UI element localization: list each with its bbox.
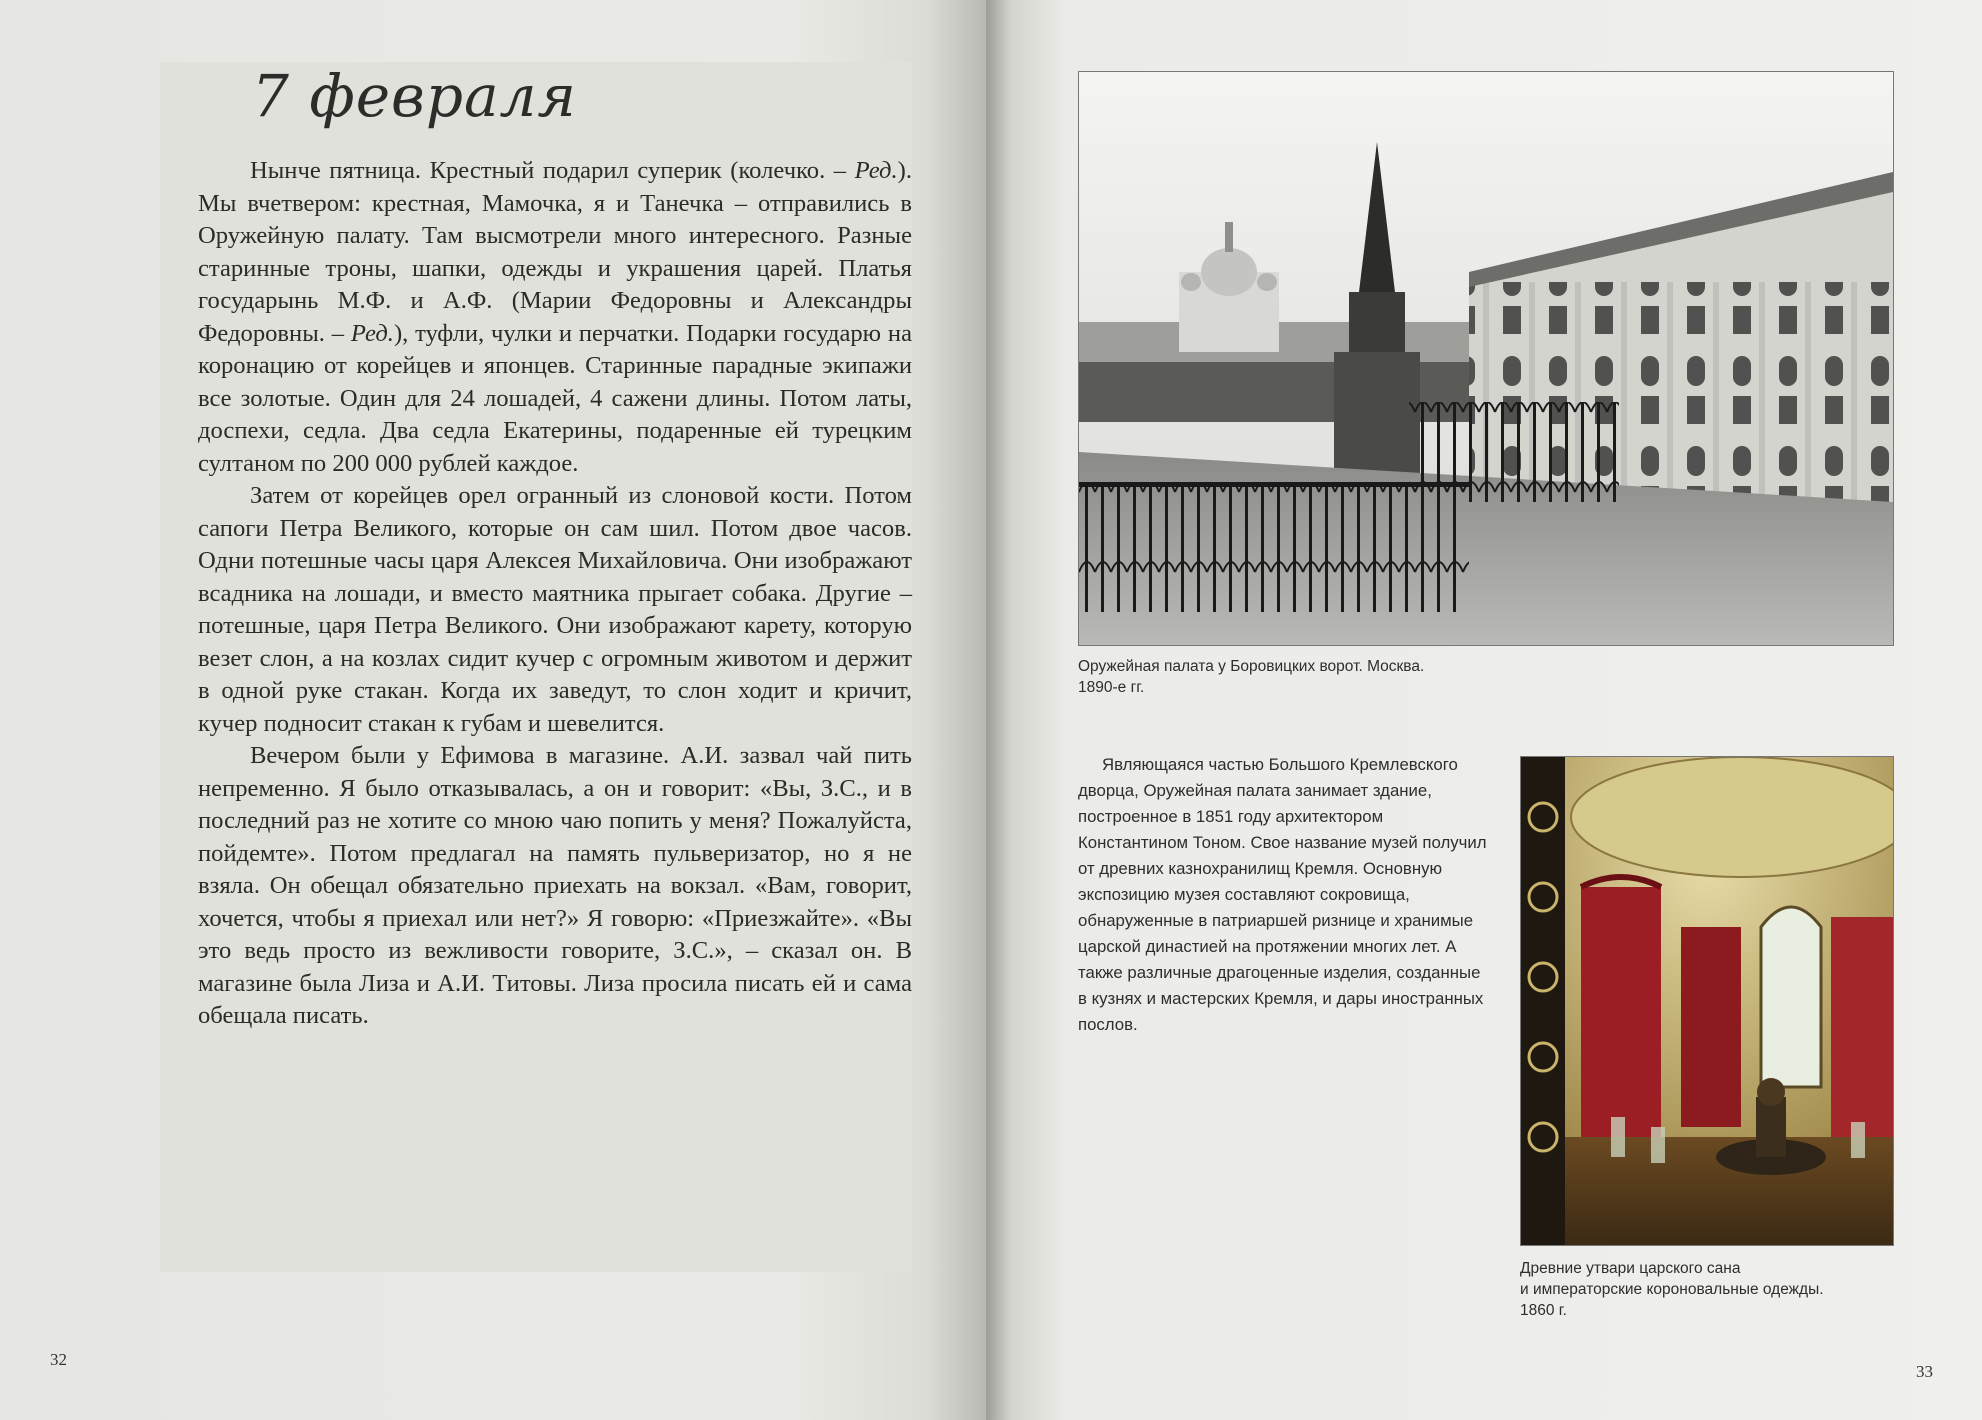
armoury-chamber-illustration [1079,72,1893,645]
diary-paragraph-1 [198,155,912,480]
page-number-right: 33 [1916,1362,1933,1381]
photo2-caption-date: 1860 г. [1520,1302,1567,1319]
regalia-interior-painting [1520,756,1894,1246]
page-number-left: 32 [50,1350,67,1369]
photo2-caption-line: Древние утвари царского сана [1520,1260,1741,1277]
photo1-caption-line: Оружейная палата у Боровицких ворот. Москва. [1078,658,1425,675]
paragraph-1-part-c: ), туфли, чулки и перчатки. Подарки государю на коронацию от корейцев и японцев. Старинные парадные экипажи все золотые. Один для 24 лошадей, 4 сажени длины. Потом латы, доспехи, седла. Два седла Екатерины, подаренные ей турецким султаном по 200 000 рублей каждое. [198,319,912,477]
editor-note: Ред. [854,157,898,184]
museum-info-text [1078,752,1488,1038]
paragraph-1-part-a: Нынче пятница. Крестный подарил суперик (колечко. – [250,157,855,184]
left-page [0,0,986,1420]
date-heading: 7 февраля [252,62,577,130]
diary-entry-text [198,155,912,1033]
armoury-chamber-photo [1078,71,1894,646]
photo2-caption [1520,1258,1824,1321]
paragraph-1-part-b: ). Мы вчетвером: крестная, Мамочка, я и Танечка – отправились в Оружейную палату. Там высмотрели много интересного. Разные старинные троны, шапки, одежды и украшения царей. Платья государынь М.Ф. и А.Ф. (Марии Федоровны и Александры Федоровны. – [198,157,912,347]
museum-info-paragraph: Являющаяся частью Большого Кремлевского дворца, Оружейная палата занимает здание, построенное в 1851 году архитектором Константином Тоном. Свое название музей получил от древних казнохранилищ Кремля. Основную экспозицию музея составляют сокровища, обнаруженные в патриаршей ризнице и хранимые царской династией на протяжении многих лет. А также различные драгоценные изделия, созданные в кузнях и мастерских Кремля, и дары иностранных послов. [1078,755,1487,1034]
regalia-interior-illustration [1521,757,1893,1245]
editor-note: Ред. [350,319,394,347]
diary-paragraph-2: Затем от корейцев орел огранный из слоновой кости. Потом сапоги Петра Великого, которые он сам шил. Потом двое часов. Одни потешные часы царя Алексея Михайловича. Они изображают всадника на лошади, и вместо маятника прыгает собака. Другие – потешные, царя Петра Великого. Они изображают карету, которую везет слон, а на козлах сидит кучер с огромным животом и держит в одной руке стакан. Когда их заведут, то слон ходит и кричит, кучер подносит стакан к губам и шевелится. [198,482,912,737]
diary-paragraph-3: Вечером были у Ефимова в магазине. А.И. зазвал чай пить непременно. Я было отказывалась, а он и говорит: «Вы, З.С., и в последний раз не хотите со мною чаю попить у меня? Пожалуйста, пойдемте». Потом предлагал на память пульверизатор, но я не взяла. Он обещал обязательно приехать на вокзал. «Вам, говорит, хочется, чтобы я приехал или нет?» Я говорю: «Приезжайте». «Вы это ведь просто из вежливости говорите, З.С.», – сказал он. В магазине была Лиза и А.И. Титовы. Лиза просила писать ей и сама обещала писать. [198,742,912,1029]
photo2-caption-line: и императорские короновальные одежды. [1520,1281,1824,1298]
photo1-caption-date: 1890-е гг. [1078,679,1145,696]
photo1-caption [1078,656,1424,698]
